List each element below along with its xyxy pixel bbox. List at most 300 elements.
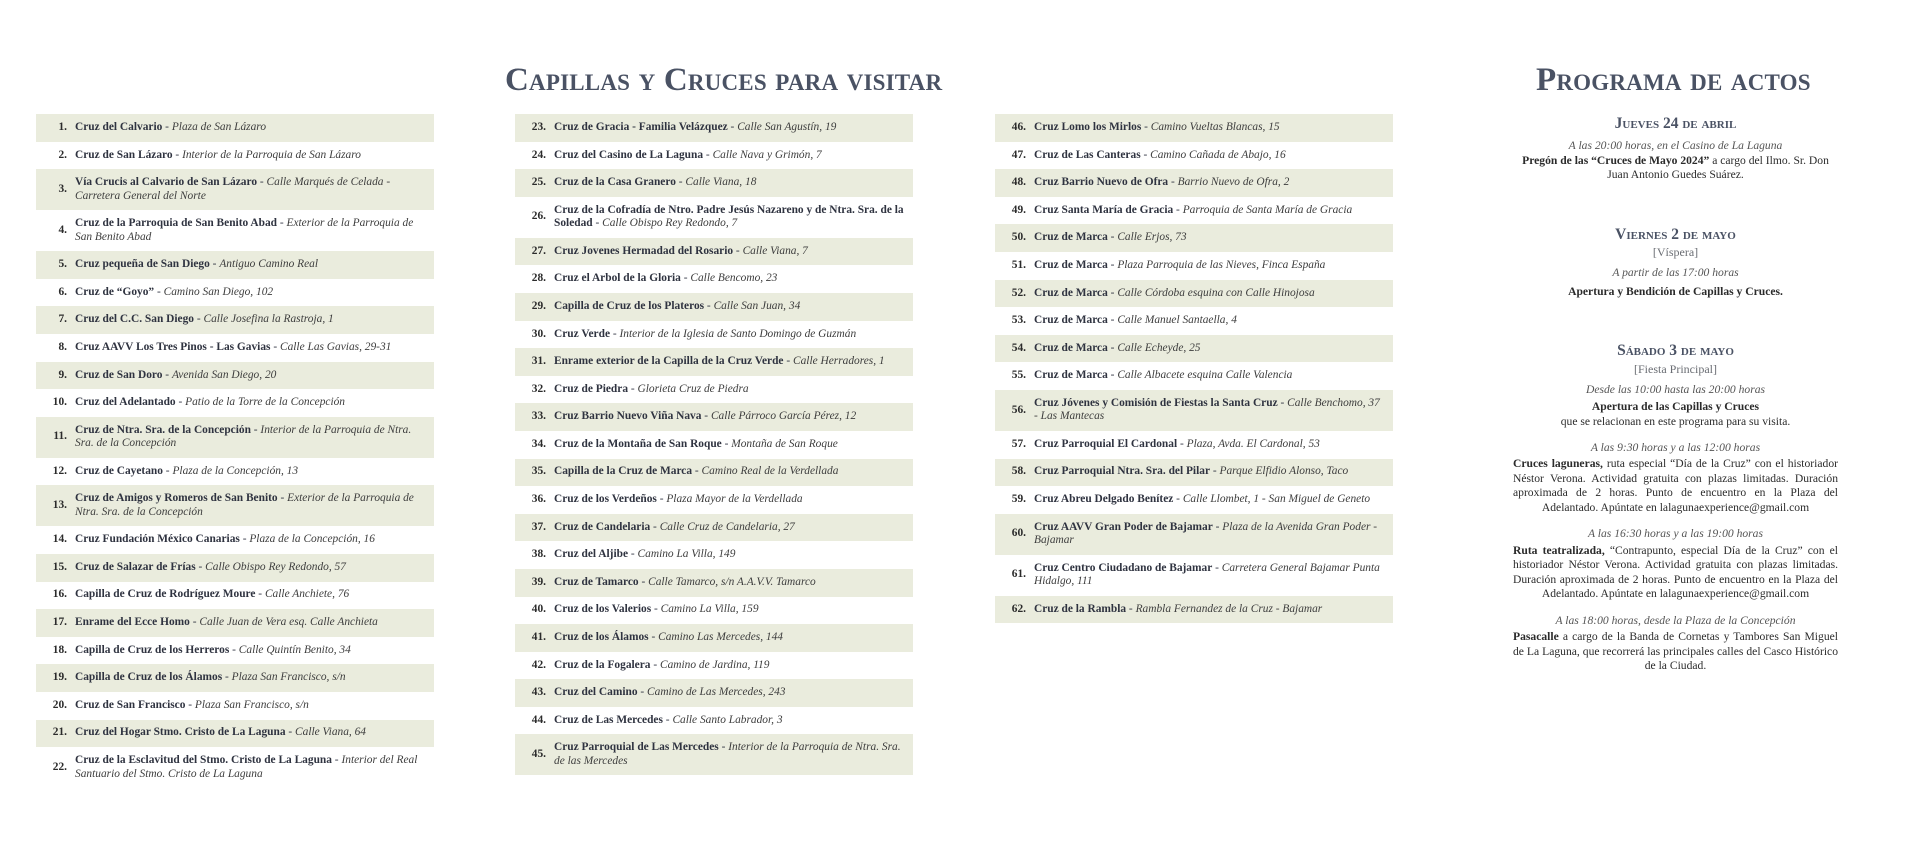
item-text (75, 754, 434, 781)
event-title: Pasacalle (1513, 630, 1559, 644)
separator: - (222, 671, 232, 684)
item-number: 4. (58, 223, 67, 236)
cross-name: Cruz el Arbol de la Gloria (554, 272, 681, 285)
separator: - (662, 713, 673, 726)
event-text: ruta especial “Día de la Cruz” con el historiador Néstor Verona. Actividad gratuita con plazas limitadas. Duración aproximada de 2 horas. Punto de encuentro en la Plaza del Adelantado. Apúntate en lalagunaexperience@gmail.com (1513, 457, 1838, 514)
list-item (995, 596, 1393, 624)
cross-location: Interior de la Parroquia de Ntra. Sra. de la Concepción (75, 423, 412, 450)
item-text (1034, 369, 1393, 383)
cross-location: Calle Tamarco, s/n A.A.V.V. Tamarco (648, 575, 816, 588)
item-text (75, 588, 434, 602)
item-number: 2. (58, 148, 67, 161)
separator: - (1173, 493, 1183, 506)
item-number: 62. (1011, 602, 1026, 615)
list-item (36, 210, 434, 251)
cross-location: Calle Erjos, 73 (1117, 231, 1187, 244)
cross-name: Enrame exterior de la Capilla de la Cruz Verde (554, 355, 784, 368)
item-number: 54. (1011, 341, 1026, 354)
item-number: 13. (52, 499, 67, 511)
event-time: A las 16:30 horas y a las 19:00 horas (1588, 527, 1763, 541)
cross-name: Cruz Abreu Delgado Benítez (1034, 493, 1174, 506)
item-text (1034, 231, 1393, 245)
event-text: a cargo de la Banda de Cornetas y Tambores San Miguel de La Laguna, que recorrerá las principales calles del Casco Histórico de la Ciudad. (1513, 630, 1838, 673)
cross-location: Patio de la Torre de la Concepción (185, 396, 345, 409)
separator: - (1168, 176, 1178, 189)
item-number: 34. (531, 437, 546, 450)
cross-location: Calle Llombet, 1 - San Miguel de Geneto (1182, 493, 1371, 506)
list-item (515, 293, 913, 321)
list-item (995, 486, 1393, 514)
event-description (1513, 154, 1838, 183)
list-item (995, 555, 1393, 596)
separator: - (721, 437, 732, 450)
list-item (36, 334, 434, 362)
list-item (36, 169, 434, 210)
program-column (1513, 114, 1838, 674)
separator: - (701, 410, 711, 423)
item-text (554, 576, 913, 590)
cross-location: Plaza San Francisco, s/n (231, 671, 346, 684)
item-text (1034, 397, 1393, 424)
list-item (36, 458, 434, 486)
item-text (554, 686, 913, 700)
cross-name: Cruz de los Valerios (554, 603, 652, 616)
item-number: 43. (531, 686, 546, 699)
cross-name: Cruz del Calvario (75, 120, 163, 133)
item-text (554, 272, 913, 286)
day-heading-saturday: Sábado 3 de mayo (1617, 342, 1734, 360)
cross-location: Calle San Juan, 34 (713, 299, 801, 312)
list-item (515, 321, 913, 349)
list-item (515, 459, 913, 487)
cross-location: Plaza de la Concepción, 16 (249, 533, 375, 546)
item-text (1034, 438, 1393, 452)
event-text: “Contrapunto, especial Día de la Cruz” con el historiador Néstor Verona. Actividad gratuita con plazas limitadas. Duración aproximada de 2 horas. Punto de encuentro en la Plaza del Adelantado. Apúntate en lalagunaexperience@gmail.com (1513, 543, 1838, 601)
item-number: 37. (531, 520, 546, 533)
separator: - (209, 258, 220, 271)
event-time: A las 9:30 horas y a las 12:00 horas (1590, 441, 1761, 454)
separator: - (727, 120, 738, 133)
cross-name: Cruz de los Verdeños (554, 493, 657, 506)
list-item (515, 238, 913, 266)
item-text (554, 149, 913, 163)
cross-location: Calle Las Gavias, 29-31 (279, 340, 392, 353)
item-text (75, 286, 434, 300)
item-number: 57. (1011, 437, 1026, 450)
separator: - (285, 726, 296, 739)
item-text (554, 603, 913, 617)
list-item (995, 335, 1393, 363)
item-text (554, 493, 913, 507)
list-item (36, 582, 434, 610)
separator: - (656, 493, 667, 506)
separator: - (637, 686, 648, 699)
item-number: 30. (531, 327, 546, 340)
cross-location: Montaña de San Roque (731, 437, 838, 450)
item-number: 42. (531, 658, 546, 671)
cross-name: Cruz de Cayetano (75, 464, 163, 477)
cross-name: Cruz del Camino (554, 686, 638, 699)
separator: - (172, 148, 183, 161)
cross-location: Calle Juan de Vera esq. Calle Anchieta (199, 616, 378, 629)
item-number: 45. (531, 748, 546, 761)
item-text (554, 245, 913, 259)
cross-name: Cruz Verde (554, 327, 610, 340)
list-item (515, 541, 913, 569)
cross-location: Parque Elfidio Alonso, Taco (1219, 465, 1349, 478)
item-text (1034, 465, 1393, 479)
item-text (554, 176, 913, 190)
separator: - (175, 396, 186, 409)
cross-location: Calle Párroco García Pérez, 12 (710, 410, 857, 423)
cross-name: Cruz de Gracia - Familia Velázquez (554, 120, 728, 133)
item-number: 60. (1011, 527, 1026, 540)
item-number: 31. (531, 355, 546, 368)
event-text: que se relacionan en este programa para su visita. (1560, 414, 1791, 428)
cross-location: Barrio Nuevo de Ofra, 2 (1177, 176, 1290, 189)
list-item (995, 362, 1393, 390)
cross-name: Cruz Santa María de Gracia (1034, 203, 1174, 216)
cross-name: Cruz del Hogar Stmo. Cristo de La Laguna (75, 726, 286, 739)
item-text (554, 548, 913, 562)
item-text (75, 561, 434, 575)
cross-name: Cruz Jóvenes y Comisión de Fiestas la Santa Cruz (1034, 396, 1278, 409)
list-item (36, 664, 434, 692)
cross-name: Cruz de los Álamos (554, 631, 649, 644)
cross-location: Calle Manuel Santaella, 4 (1117, 314, 1237, 327)
separator: - (650, 520, 660, 533)
list-item (995, 224, 1393, 252)
item-text (554, 204, 913, 231)
separator: - (162, 368, 172, 381)
item-number: 28. (531, 272, 546, 285)
cross-name: Cruz de Marca (1034, 369, 1108, 382)
item-number: 49. (1011, 203, 1026, 216)
cross-name: Cruz Centro Ciudadano de Bajamar (1034, 561, 1213, 574)
item-text (75, 726, 434, 740)
separator: - (1107, 286, 1118, 299)
separator: - (277, 217, 287, 229)
list-item (36, 251, 434, 279)
cross-location: Carretera General Bajamar Punta Hidalgo, 111 (1034, 561, 1380, 588)
item-number: 12. (52, 464, 67, 477)
cross-name: Cruz de Marca (1034, 231, 1108, 244)
item-number: 27. (531, 244, 546, 257)
cross-name: Cruz Fundación México Canarias (75, 533, 240, 546)
list-item (36, 389, 434, 417)
event-time: A las 18:00 horas, desde la Plaza de la Concepción (1555, 613, 1796, 627)
cross-location: Camino La Villa, 149 (637, 548, 736, 561)
item-text (75, 699, 434, 713)
item-text (75, 341, 434, 355)
list-column-1 (36, 114, 434, 788)
list-item (995, 197, 1393, 225)
item-text (554, 121, 913, 135)
item-text (554, 741, 913, 768)
item-number: 40. (531, 603, 546, 616)
list-item (995, 431, 1393, 459)
separator: - (1141, 120, 1151, 133)
event-title: Ruta teatralizada, (1513, 543, 1605, 557)
item-number: 55. (1011, 369, 1026, 382)
item-text (554, 383, 913, 397)
item-text (554, 631, 913, 645)
separator: - (628, 382, 638, 395)
cross-location: Calle Herradores, 1 (792, 355, 885, 368)
list-item (515, 376, 913, 404)
item-number: 50. (1011, 231, 1026, 244)
item-number: 38. (531, 548, 546, 561)
item-text (75, 644, 434, 658)
item-text (1034, 562, 1393, 589)
item-number: 16. (52, 588, 67, 601)
separator: - (638, 575, 649, 588)
item-number: 61. (1011, 568, 1026, 581)
separator: - (229, 643, 239, 656)
list-item (995, 280, 1393, 308)
separator: - (1173, 203, 1183, 216)
event-title: Apertura y Bendición de Capillas y Cruces. (1568, 284, 1783, 298)
item-text (75, 217, 434, 244)
cross-location: Plaza, Avda. El Cardonal, 53 (1186, 437, 1320, 450)
separator: - (675, 176, 686, 189)
item-text (1034, 121, 1393, 135)
cross-name: Cruz AAVV Los Tres Pinos - Las Gavias (75, 340, 271, 353)
separator: - (239, 533, 250, 546)
list-item (36, 306, 434, 334)
item-number: 41. (531, 631, 546, 644)
cross-location: Calle Viana, 7 (742, 244, 808, 257)
item-number: 6. (58, 285, 67, 298)
separator: - (257, 176, 267, 188)
separator: - (680, 272, 691, 285)
separator: - (1107, 231, 1118, 244)
item-text (554, 410, 913, 424)
list-item (515, 514, 913, 542)
cross-name: Capilla de Cruz de Rodríguez Moure (75, 588, 256, 601)
item-number: 5. (58, 258, 67, 271)
item-text (75, 369, 434, 383)
list-item (995, 114, 1393, 142)
item-text (75, 671, 434, 685)
cross-location: Calle Obispo Rey Redondo, 57 (205, 560, 346, 573)
item-text (554, 659, 913, 673)
separator: - (783, 355, 793, 368)
event-title: Cruces laguneras, (1513, 457, 1603, 471)
list-item (36, 637, 434, 665)
item-text (75, 258, 434, 272)
cross-name: Cruz de Salazar de Frías (75, 560, 196, 573)
cross-location: Calle Viana, 18 (685, 176, 757, 189)
list-item (515, 197, 913, 238)
cross-name: Cruz del C.C. San Diego (75, 313, 194, 326)
cross-name: Cruz de la Cofradía de Ntro. Padre Jesús Nazareno y de Ntra. Sra. de la Soledad (554, 203, 904, 230)
cross-name: Cruz Jovenes Hermadad del Rosario (554, 244, 734, 257)
item-number: 44. (531, 713, 546, 726)
cross-name: Cruz de Tamarco (554, 575, 639, 588)
separator: - (162, 120, 172, 133)
separator: - (1210, 465, 1220, 478)
list-item (515, 652, 913, 680)
cross-name: Cruz AAVV Gran Poder de Bajamar (1034, 520, 1213, 533)
cross-location: Camino San Diego, 102 (163, 285, 274, 298)
cross-name: Cruz de Las Canteras (1034, 148, 1141, 161)
cross-name: Cruz de San Doro (75, 368, 163, 381)
separator: - (162, 464, 173, 477)
cross-location: Glorieta Cruz de Piedra (637, 382, 749, 395)
item-number: 17. (52, 616, 67, 629)
cross-name: Cruz de la Fogalera (554, 658, 651, 671)
cross-name: Vía Crucis al Calvario de San Lázaro (75, 176, 258, 188)
separator: - (189, 616, 200, 629)
separator: - (733, 244, 743, 257)
cross-name: Cruz de Ntra. Sra. de la Concepción (75, 423, 251, 436)
item-number: 18. (52, 643, 67, 656)
event-description (1513, 544, 1838, 602)
cross-name: Cruz de Marca (1034, 314, 1108, 327)
cross-location: Calle Nava y Grimón, 7 (712, 148, 822, 161)
cross-name: Cruz de Candelaria (554, 520, 651, 533)
cross-location: Rambla Fernandez de la Cruz - Bajamar (1135, 602, 1323, 615)
item-text (75, 492, 434, 519)
cross-name: Cruz del Adelantado (75, 396, 176, 409)
cross-name: Cruz pequeña de San Diego (75, 258, 210, 271)
item-text (75, 533, 434, 547)
list-item (36, 279, 434, 307)
item-text (1034, 521, 1393, 548)
item-number: 48. (1011, 176, 1026, 189)
item-number: 32. (531, 382, 546, 395)
day-subtitle: [Fiesta Principal] (1634, 361, 1717, 376)
cross-location: Camino Las Mercedes, 144 (658, 631, 783, 644)
cross-location: Plaza de la Concepción, 13 (172, 464, 299, 477)
item-number: 24. (531, 148, 546, 161)
item-text (554, 714, 913, 728)
separator: - (650, 658, 660, 671)
list-item (515, 431, 913, 459)
list-item (36, 609, 434, 637)
list-item (995, 142, 1393, 170)
event-title: Pregón de las “Cruces de Mayo 2024” (1522, 153, 1710, 167)
item-text (1034, 176, 1393, 190)
cross-name: Cruz de Marca (1034, 341, 1108, 354)
list-item (36, 554, 434, 582)
cross-name: Cruz de la Casa Granero (554, 176, 676, 189)
item-number: 47. (1011, 148, 1026, 161)
cross-location: Calle Albacete esquina Calle Valencia (1117, 369, 1293, 382)
separator: - (270, 340, 280, 353)
item-text (554, 521, 913, 535)
cross-location: Interior de la Parroquia de San Lázaro (182, 148, 361, 161)
item-number: 23. (531, 120, 546, 133)
cross-location: Calle Anchiete, 76 (264, 588, 350, 601)
separator: - (250, 423, 261, 436)
item-number: 10. (52, 396, 67, 409)
item-number: 3. (58, 182, 67, 195)
item-number: 53. (1011, 314, 1026, 327)
cross-name: Cruz de Amigos y Romeros de San Benito (75, 492, 278, 505)
cross-location: Calle Bencomo, 23 (690, 272, 778, 285)
cross-name: Cruz Barrio Nuevo Viña Nava (554, 410, 702, 423)
list-item (995, 252, 1393, 280)
list-item (36, 747, 434, 788)
separator: - (692, 465, 702, 478)
list-item (36, 362, 434, 390)
list-item (515, 265, 913, 293)
cross-name: Cruz de Marca (1034, 286, 1108, 299)
list-item (995, 514, 1393, 555)
list-item (515, 597, 913, 625)
list-item (995, 307, 1393, 335)
separator: - (1277, 396, 1288, 409)
list-item (515, 169, 913, 197)
cross-location: Interior de la Parroquia de Ntra. Sra. de las Mercedes (554, 741, 901, 767)
cross-name: Capilla de Cruz de los Herreros (75, 643, 230, 656)
list-item (515, 569, 913, 597)
list-item (36, 142, 434, 170)
item-text (554, 355, 913, 369)
cross-location: Camino Cañada de Abajo, 16 (1150, 148, 1286, 161)
item-text (75, 121, 434, 135)
cross-location: Calle Quintín Benito, 34 (238, 643, 351, 656)
item-number: 46. (1011, 120, 1026, 133)
cross-name: Cruz Lomo los Mirlos (1034, 120, 1142, 133)
separator: - (610, 327, 620, 340)
cross-location: Plaza San Francisco, s/n (194, 698, 309, 711)
item-text (1034, 603, 1393, 617)
list-item (995, 459, 1393, 487)
item-number: 25. (531, 176, 546, 189)
separator: - (277, 492, 288, 505)
cross-name: Cruz Parroquial El Cardonal (1034, 437, 1178, 450)
program-title: Programa de actos (1536, 62, 1811, 98)
event-time: A partir de las 17:00 horas (1612, 266, 1739, 280)
item-number: 29. (531, 299, 546, 312)
item-text (75, 176, 434, 203)
list-column-3 (995, 114, 1393, 623)
separator: - (154, 285, 164, 298)
separator: - (1212, 520, 1223, 533)
cross-location: Calle Santo Labrador, 3 (672, 713, 783, 726)
cross-name: Cruz de “Goyo” (75, 285, 155, 298)
event-time: Desde las 10:00 hasta las 20:00 horas (1585, 382, 1766, 396)
cross-location: Interior de la Iglesia de Santo Domingo de Guzmán (619, 327, 857, 340)
item-number: 26. (531, 210, 546, 223)
cross-location: Exterior de la Parroquia de San Benito Abad (75, 217, 414, 243)
cross-location: Calle Marqués de Celada - Carretera General del Norte (75, 176, 391, 202)
main-title: Capillas y Cruces para visitar (505, 62, 943, 98)
list-item (515, 114, 913, 142)
list-column-2 (515, 114, 913, 775)
item-number: 22. (52, 760, 67, 773)
event-time: A las 20:00 horas, en el Casino de La Laguna (1568, 139, 1783, 153)
item-number: 59. (1011, 493, 1026, 506)
separator: - (651, 603, 661, 616)
separator: - (704, 299, 714, 312)
cross-location: Camino de Las Mercedes, 243 (647, 686, 786, 699)
item-text (554, 438, 913, 452)
item-number: 39. (531, 575, 546, 588)
cross-name: Cruz Parroquial Ntra. Sra. del Pilar (1034, 465, 1211, 478)
item-number: 11. (53, 430, 67, 443)
cross-name: Cruz de la Montaña de San Roque (554, 437, 722, 450)
item-text (1034, 259, 1393, 273)
separator: - (648, 631, 659, 644)
cross-location: Calle Córdoba esquina con Calle Hinojosa (1117, 286, 1315, 299)
cross-name: Capilla de la Cruz de Marca (554, 465, 693, 478)
separator: - (1212, 561, 1222, 574)
item-text (554, 328, 913, 342)
